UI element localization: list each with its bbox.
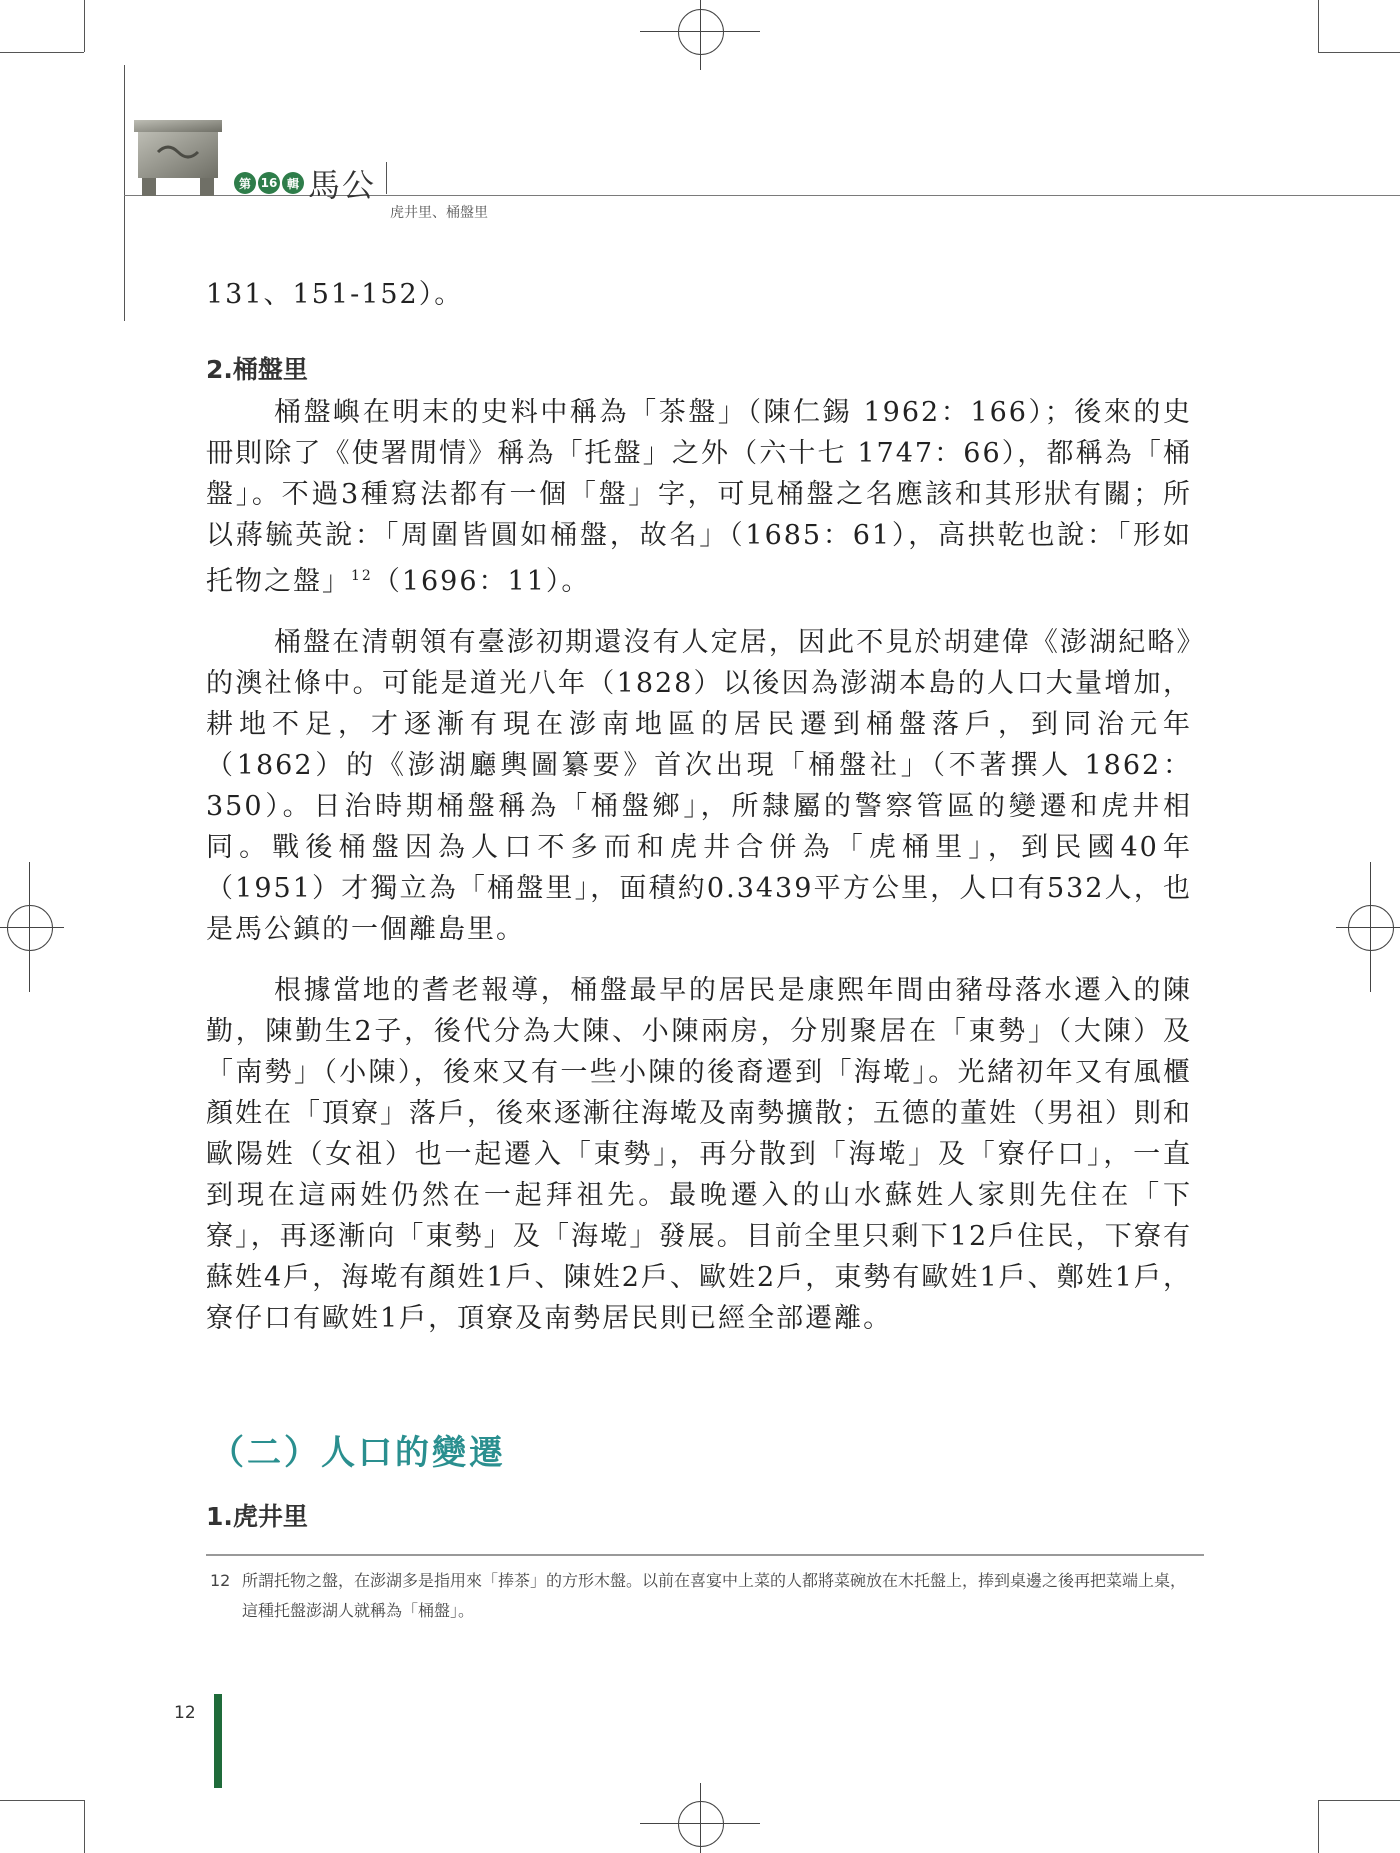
book-title: 馬公 — [308, 166, 377, 204]
volume-badge — [234, 172, 304, 194]
header-frame-line — [124, 65, 125, 321]
paragraph — [206, 392, 1192, 602]
page-number: 12 — [174, 1703, 196, 1723]
crop-mark — [1318, 1800, 1319, 1853]
body-paragraphs — [206, 392, 1192, 1359]
crop-mark — [84, 1800, 85, 1853]
registration-mark — [700, 1783, 701, 1853]
footnote-number: 12 — [210, 1571, 231, 1590]
paragraph-text: 桶盤嶼在明末的史料中稱為「茶盤」（陳仁錫 1962：166）；後來的史冊則除了《使署閒情》稱為「托盤」之外（六十七 1747：66），都稱為「桶盤」。不過3種寫法都有一個「盤」字，可見桶盤之名應該和其形狀有關；所以蔣毓英說：「周圍皆圓如桶盤，故名」（1685：61），高拱乾也說：「形如托物之盤」 — [206, 397, 1192, 597]
crop-mark — [1318, 0, 1319, 52]
paragraph: 根據當地的耆老報導，桶盤最早的居民是康熙年間由豬母落水遷入的陳勤，陳勤生2子，後代分為大陳、小陳兩房，分別聚居在「東勢」（大陳）及「南勢」（小陳），後來又有一些小陳的後裔遷到「海墘」。光緒初年又有風櫃顏姓在「頂寮」落戶，後來逐漸往海墘及南勢擴散；五德的董姓（男祖）則和歐陽姓（女祖）也一起遷入「東勢」，再分散到「海墘」及「寮仔口」，一直到現在這兩姓仍然在一起拜祖先。最晚遷入的山水蘇姓人家則先住在「下寮」，再逐漸向「東勢」及「海墘」發展。目前全里只剩下12戶住民，下寮有蘇姓4戶，海墘有顏姓1戶、陳姓2戶、歐姓2戶，東勢有歐姓1戶、鄭姓1戶，寮仔口有歐姓1戶，頂寮及南勢居民則已經全部遷離。 — [206, 975, 1192, 1334]
volume-label-post: 輯 — [282, 172, 304, 194]
header-divider — [386, 162, 387, 194]
running-head: 虎井里、桶盤里 — [390, 205, 488, 221]
paragraph: 桶盤在清朝領有臺澎初期還沒有人定居，因此不見於胡建偉《澎湖紀略》的澳社條中。可能是道光八年（1828）以後因為澎湖本島的人口大量增加，耕地不足，才逐漸有現在澎南地區的居民遷到桶盤落戶，到同治元年（1862）的《澎湖廳輿圖纂要》首次出現「桶盤社」（不著撰人 1862：350）。日治時期桶盤稱為「桶盤鄉」，所隸屬的警察管區的變遷和虎井相同。戰後桶盤因為人口不多而和虎井合併為「虎桶里」，到民國40年（1951）才獨立為「桶盤里」，面積約0.3439平方公里，人口有532人，也是馬公鎮的一個離島里。 — [206, 627, 1192, 945]
crop-mark — [0, 1800, 84, 1801]
registration-mark — [678, 1801, 724, 1847]
registration-mark — [1348, 905, 1394, 951]
footnote-text: 所謂托物之盤，在澎湖多是指用來「捧茶」的方形木盤。以前在喜宴中上菜的人都將菜碗放在木托盤上，捧到桌邊之後再把菜端上桌，這種托盤澎湖人就稱為「桶盤」。 — [242, 1571, 1187, 1620]
registration-mark — [678, 9, 724, 55]
volume-number: 16 — [258, 172, 280, 194]
footnote — [210, 1566, 1200, 1626]
paragraph-text: （1696：11）。 — [372, 566, 591, 597]
subheading-hujing: 1.虎井里 — [206, 1502, 308, 1531]
registration-mark — [1336, 927, 1400, 928]
registration-mark — [700, 0, 701, 70]
registration-mark — [7, 905, 53, 951]
footnote-rule — [206, 1554, 1204, 1556]
section-title: （二）人口的變遷 — [210, 1433, 506, 1473]
crop-mark — [1318, 1800, 1400, 1801]
volume-label-pre: 第 — [234, 172, 256, 194]
crop-mark — [1318, 52, 1400, 53]
footnote-ref[interactable]: 12 — [351, 568, 373, 584]
continued-text: 131、151-152）。 — [206, 279, 464, 310]
registration-mark — [29, 862, 30, 992]
stone-vessel-icon — [128, 112, 228, 200]
crop-mark — [0, 52, 84, 53]
registration-mark — [1370, 862, 1371, 992]
registration-mark — [0, 927, 64, 928]
subheading-tongpan: 2.桶盤里 — [206, 355, 308, 384]
crop-mark — [84, 0, 85, 52]
page-accent-bar — [214, 1694, 222, 1788]
